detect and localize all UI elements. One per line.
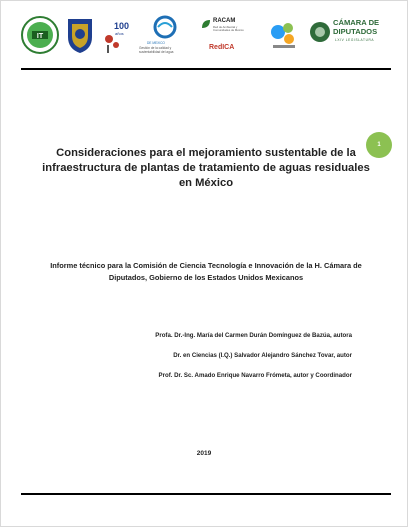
institute-logo: [21, 15, 59, 55]
water-logo-caption-2: Gestión de la calidad y sustentabilidad del agua: [139, 46, 174, 54]
document-subtitle: Informe técnico para la Comisión de Ciencia Tecnología e Innovación de la H. Cámara de Diputados, Gobierno de los Estados Unidos Mexicanos: [50, 261, 362, 282]
footer-rule: [21, 493, 391, 495]
camara-eagle-icon: [309, 19, 331, 45]
header-rule: [21, 68, 391, 70]
author-line: Profa. Dr.-Ing. María del Carmen Durán Domínguez de Bazúa, autora: [155, 332, 352, 339]
author-line: Prof. Dr. Sc. Amado Enrique Navarro Frómeta, autor y Coordinador: [158, 372, 352, 379]
document-title: Consideraciones para el mejoramiento sustentable de la infraestructura de plantas de tratamiento de aguas residuales en México: [42, 147, 370, 189]
water-logo-caption-1: DE MEXICO: [147, 41, 165, 45]
water-swirl-icon: [153, 15, 177, 39]
camara-line2: DIPUTADOS: [333, 27, 378, 36]
racam-caption: Red de Ambiental y Comunidades de México: [213, 25, 244, 33]
camara-diputados-logo: [309, 15, 391, 55]
unam-crest-logo: [65, 15, 95, 55]
network-badge-logo: [265, 15, 305, 55]
racam-name: RACAM: [213, 18, 236, 24]
racam-redica-logos: [201, 15, 257, 61]
centenary-caption: años: [115, 31, 124, 36]
centenary-number: 100: [114, 21, 130, 31]
camara-line3: LXIV LEGISLATURA: [335, 38, 375, 42]
author-line: Dr. en Ciencias (I.Q.) Salvador Alejandro Sánchez Tovar, autor: [173, 352, 352, 359]
racam-leaf-icon: [201, 19, 211, 29]
water-quality-logo: [139, 15, 195, 61]
camara-line1: CÁMARA DE: [333, 18, 380, 27]
svg-text:IT: IT: [36, 33, 44, 40]
centenary-logo: [101, 15, 131, 55]
redica-name: RedICA: [209, 44, 235, 51]
page-number-badge: 1: [366, 132, 392, 158]
publication-year: 2019: [196, 450, 212, 457]
logo-band: [21, 15, 391, 61]
